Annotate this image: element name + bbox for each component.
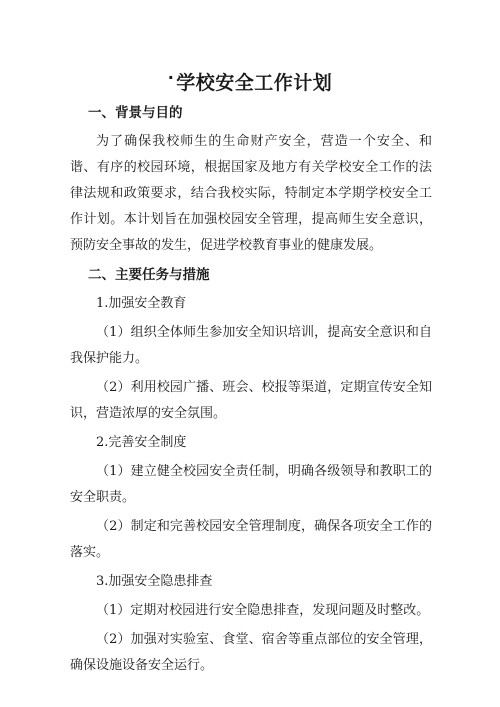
task-item-inspection-1: （1）定期对校园进行安全隐患排查，发现问题及时整改。 — [96, 603, 430, 618]
task-item-system-1: （1）建立健全校园安全责任制，明确各级领导和教职工的安全职责。 — [70, 464, 432, 505]
task-title-system: 2.完善安全制度 — [96, 435, 187, 450]
section-paragraph-background: 为了确保我校师生的生命财产安全，营造一个安全、和谐、有序的校园环境，根据国家及地方有关学校安全工作的法律法规和政策要求，结合我校实际，特制定本学期学校安全工作计划。本计划旨在加强校园安全管理，提高师生安全意识，预防安全事故的发生，促进学校教育事业的健康发展。 — [70, 134, 432, 253]
task-title-education: 1.加强安全教育 — [96, 296, 187, 311]
task-item-education-2: （2）利用校园广播、班会、校报等渠道，定期宣传安全知识，营造浓厚的安全氛围。 — [70, 380, 432, 421]
task-title-inspection: 3.加强安全隐患排查 — [96, 574, 213, 589]
document-body — [70, 98, 432, 679]
section-heading-background: 一、背景与目的 — [88, 105, 183, 121]
task-item-inspection-2: （2）加强对实验室、食堂、宿舍等重点部位的安全管理，确保设施设备安全运行。 — [70, 632, 432, 673]
title-mark: · — [167, 68, 175, 87]
document-title — [0, 68, 500, 95]
task-item-education-1: （1）组织全体师生参加安全知识培训，提高安全意识和自我保护能力。 — [70, 325, 432, 366]
title-text: 学校安全工作计划 — [176, 72, 333, 94]
section-heading-tasks: 二、主要任务与措施 — [88, 267, 210, 283]
task-item-system-2: （2）制定和完善校园安全管理制度，确保各项安全工作的落实。 — [70, 519, 432, 560]
